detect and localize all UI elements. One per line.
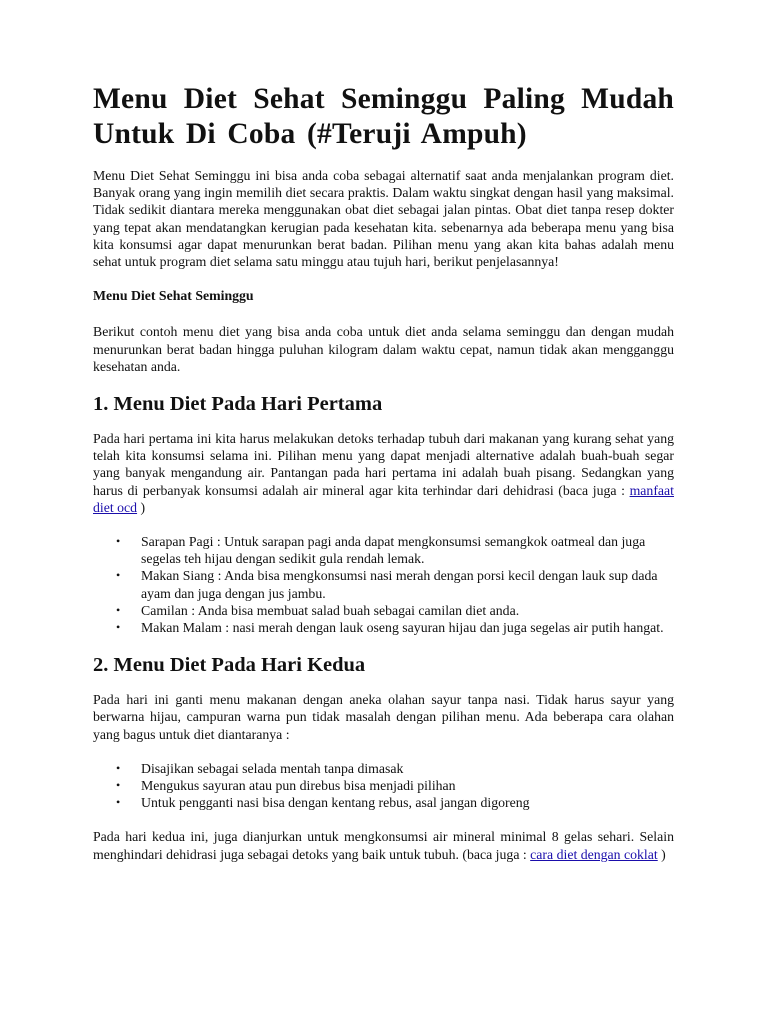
list-item xyxy=(116,760,674,777)
day1-menu-list xyxy=(93,533,674,636)
list-item xyxy=(116,533,674,567)
article-title: Menu Diet Sehat Seminggu Paling Mudah Untuk Di Coba (#Teruji Ampuh) xyxy=(93,83,674,150)
list-item-text: Camilan : Anda bisa membuat salad buah sebagai camilan diet anda. xyxy=(141,602,520,618)
list-item xyxy=(116,777,674,794)
bullet-icon: • xyxy=(116,620,121,635)
bullet-icon: • xyxy=(116,568,121,583)
day2-menu-list xyxy=(93,760,674,812)
list-item xyxy=(116,567,674,601)
bullet-icon: • xyxy=(116,760,121,775)
list-item xyxy=(116,794,674,811)
subheading-paragraph: Berikut contoh menu diet yang bisa anda coba untuk diet anda selama seminggu dan dengan mudah menurunkan berat badan hingga puluhan kilogram dalam waktu cepat, namun tidak akan mengganggu kesehatan anda. xyxy=(93,324,674,374)
list-item xyxy=(116,619,674,636)
subheading: Menu Diet Sehat Seminggu xyxy=(93,288,254,304)
list-item-text: Untuk pengganti nasi bisa dengan kentang rebus, asal jangan digoreng xyxy=(141,795,530,811)
list-item-text: Sarapan Pagi : Untuk sarapan pagi anda dapat mengkonsumsi semangkok oatmeal dan juga segelas teh hijau dengan sedikit gula rendah lemak. xyxy=(141,534,646,567)
day2-closing-paragraph xyxy=(93,828,674,862)
bullet-icon: • xyxy=(116,602,121,617)
list-item xyxy=(116,602,674,619)
list-item-text: Mengukus sayuran atau pun direbus bisa menjadi pilihan xyxy=(141,778,456,794)
bullet-icon: • xyxy=(116,778,121,793)
day1-paragraph xyxy=(93,430,674,516)
bullet-icon: • xyxy=(116,795,121,810)
day2-closing-end: ) xyxy=(657,846,666,862)
day2-heading: 2. Menu Diet Pada Hari Kedua xyxy=(93,654,366,677)
day2-paragraph: Pada hari ini ganti menu makanan dengan aneka olahan sayur tanpa nasi. Tidak harus sayur yang berwarna hijau, campuran warna pun tidak masalah dengan pilihan menu. Ada beberapa cara olahan yang bagus untuk diet diantaranya : xyxy=(93,692,674,742)
manfaat-diet-ocd-link[interactable]: manfaat diet ocd xyxy=(93,482,674,515)
bullet-icon: • xyxy=(116,534,121,549)
day1-heading: 1. Menu Diet Pada Hari Pertama xyxy=(93,393,383,416)
day1-paragraph-text: Pada hari pertama ini kita harus melakukan detoks terhadap tubuh dari makanan yang kurang sehat yang telah kita konsumsi selama ini. Pilihan menu yang dapat menjadi alternative adalah buah-buah segar yang banyak mengandung air. Pantangan pada hari pertama ini adalah buah pisang. Sedangkan yang harus di perbanyak konsumsi adalah air mineral agar kita terhindar dari dehidrasi (baca juga : xyxy=(93,431,674,498)
list-item-text: Makan Siang : Anda bisa mengkonsumsi nasi merah dengan porsi kecil dengan lauk sup dada ayam dan juga dengan jus jambu. xyxy=(141,568,658,601)
day1-paragraph-end: ) xyxy=(137,499,146,515)
list-item-text: Makan Malam : nasi merah dengan lauk oseng sayuran hijau dan juga segelas air putih hangat. xyxy=(141,620,664,636)
day2-closing-text: Pada hari kedua ini, juga dianjurkan untuk mengkonsumsi air mineral minimal 8 gelas sehari. Selain menghindari dehidrasi juga sebagai detoks yang baik untuk tubuh. (baca juga : xyxy=(93,829,674,862)
intro-paragraph: Menu Diet Sehat Seminggu ini bisa anda coba sebagai alternatif saat anda menjalankan program diet. Banyak orang yang ingin memilih diet secara praktis. Dalam waktu singkat dengan hasil yang maksimal. Tidak sedikit diantara mereka menggunakan obat diet sebagai jalan pintas. Obat diet tanpa resep dokter yang tepat akan mendatangkan kerugian pada kesehatan kita. sebenarnya ada beberapa menu yang bisa kita konsumsi agar dapat menurunkan berat badan. Pilihan menu yang akan kita bahas adalah menu sehat untuk program diet selama satu minggu atau tujuh hari, berikut penjelasannya! xyxy=(93,168,674,270)
list-item-text: Disajikan sebagai selada mentah tanpa dimasak xyxy=(141,760,404,776)
cara-diet-dengan-coklat-link[interactable]: cara diet dengan coklat xyxy=(530,846,658,862)
